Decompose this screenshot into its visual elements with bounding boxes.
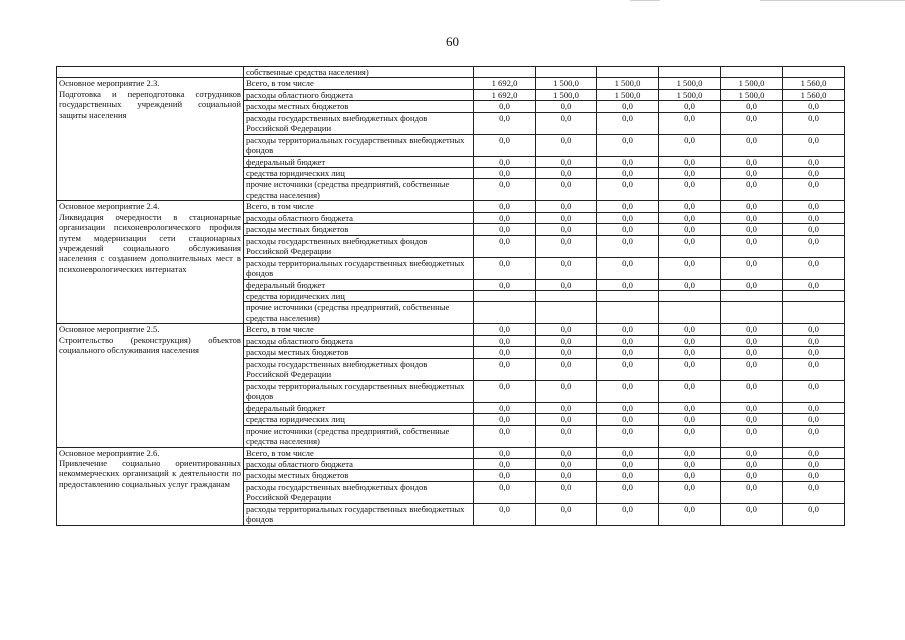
value-cell: 0,0 — [474, 503, 536, 525]
value-cell: 0,0 — [474, 235, 536, 257]
value-cell — [536, 67, 597, 78]
value-cell: 0,0 — [474, 224, 536, 235]
source-cell: расходы государственных внебюджетных фондов Российской Федерации — [244, 112, 474, 134]
source-cell: прочие источники (средства предприятий, собственные средства населения) — [244, 302, 474, 324]
value-cell: 0,0 — [721, 335, 783, 346]
value-cell: 0,0 — [597, 279, 659, 290]
value-cell: 0,0 — [597, 458, 659, 469]
value-cell: 0,0 — [783, 212, 845, 223]
value-cell: 0,0 — [536, 335, 597, 346]
value-cell: 0,0 — [783, 358, 845, 380]
value-cell — [783, 67, 845, 78]
value-cell: 0,0 — [474, 335, 536, 346]
value-cell: 0,0 — [536, 201, 597, 212]
value-cell: 0,0 — [474, 458, 536, 469]
value-cell: 0,0 — [474, 324, 536, 335]
source-cell: расходы местных бюджетов — [244, 470, 474, 481]
value-cell: 0,0 — [597, 134, 659, 156]
value-cell: 0,0 — [659, 235, 721, 257]
value-cell: 0,0 — [783, 156, 845, 167]
value-cell: 0,0 — [474, 112, 536, 134]
value-cell: 0,0 — [474, 134, 536, 156]
source-cell: прочие источники (средства предприятий, собственные средства населения) — [244, 179, 474, 201]
value-cell: 0,0 — [597, 101, 659, 112]
value-cell: 0,0 — [721, 201, 783, 212]
event-title: Основное мероприятие 2.6. — [59, 447, 160, 458]
value-cell: 0,0 — [474, 402, 536, 413]
value-cell: 0,0 — [474, 470, 536, 481]
table-row — [57, 201, 845, 212]
value-cell — [474, 302, 536, 324]
value-cell: 0,0 — [474, 358, 536, 380]
value-cell: 0,0 — [597, 179, 659, 201]
value-cell: 0,0 — [474, 279, 536, 290]
value-cell: 0,0 — [659, 212, 721, 223]
value-cell: 0,0 — [721, 101, 783, 112]
value-cell: 0,0 — [597, 156, 659, 167]
event-cell — [57, 201, 244, 324]
value-cell: 0,0 — [536, 179, 597, 201]
value-cell: 0,0 — [783, 470, 845, 481]
value-cell: 0,0 — [597, 380, 659, 402]
table-row — [57, 78, 845, 89]
value-cell: 0,0 — [536, 101, 597, 112]
value-cell: 0,0 — [536, 235, 597, 257]
value-cell: 0,0 — [783, 179, 845, 201]
value-cell: 0,0 — [597, 358, 659, 380]
value-cell — [474, 67, 536, 78]
source-cell: расходы местных бюджетов — [244, 224, 474, 235]
value-cell: 0,0 — [721, 235, 783, 257]
value-cell: 0,0 — [721, 470, 783, 481]
value-cell: 0,0 — [721, 402, 783, 413]
value-cell — [597, 291, 659, 302]
page-number: 60 — [446, 34, 459, 49]
value-cell: 0,0 — [659, 324, 721, 335]
value-cell: 0,0 — [597, 168, 659, 179]
source-cell: расходы областного бюджета — [244, 212, 474, 223]
source-cell: расходы государственных внебюджетных фондов Российской Федерации — [244, 481, 474, 503]
value-cell: 0,0 — [597, 257, 659, 279]
value-cell: 0,0 — [597, 470, 659, 481]
value-cell: 0,0 — [721, 380, 783, 402]
value-cell: 0,0 — [721, 447, 783, 458]
value-cell: 0,0 — [721, 481, 783, 503]
event-description: Ликвидация очередности в стационарные организации психоневрологического профиля путем модернизации сети стационарных учреждений социального обслуживания населения с созданием дополнительных мест в психоневрологических интернатах — [59, 211, 241, 274]
value-cell: 1 500,0 — [597, 78, 659, 89]
source-cell: расходы территориальных государственных внебюджетных фондов — [244, 134, 474, 156]
value-cell: 0,0 — [597, 481, 659, 503]
value-cell: 0,0 — [721, 257, 783, 279]
value-cell: 0,0 — [536, 112, 597, 134]
source-cell: федеральный бюджет — [244, 402, 474, 413]
value-cell: 0,0 — [783, 414, 845, 425]
event-title: Основное мероприятие 2.4. — [59, 201, 160, 212]
value-cell: 0,0 — [721, 179, 783, 201]
value-cell: 0,0 — [659, 447, 721, 458]
value-cell: 0,0 — [721, 168, 783, 179]
value-cell — [597, 302, 659, 324]
value-cell — [659, 302, 721, 324]
value-cell: 1 500,0 — [721, 89, 783, 100]
value-cell: 0,0 — [659, 101, 721, 112]
event-cell — [57, 78, 244, 201]
value-cell: 1 560,0 — [783, 89, 845, 100]
source-cell: прочие источники (средства предприятий, собственные средства населения) — [244, 425, 474, 447]
value-cell: 0,0 — [721, 347, 783, 358]
table-row — [57, 447, 845, 458]
value-cell: 0,0 — [474, 257, 536, 279]
value-cell: 0,0 — [536, 358, 597, 380]
source-cell: расходы территориальных государственных внебюджетных фондов — [244, 380, 474, 402]
source-cell: расходы территориальных государственных внебюджетных фондов — [244, 257, 474, 279]
value-cell: 0,0 — [783, 224, 845, 235]
value-cell — [783, 302, 845, 324]
value-cell: 0,0 — [783, 324, 845, 335]
source-cell: Всего, в том числе — [244, 324, 474, 335]
source-cell: расходы областного бюджета — [244, 335, 474, 346]
value-cell: 0,0 — [659, 201, 721, 212]
source-cell: Всего, в том числе — [244, 201, 474, 212]
value-cell: 0,0 — [474, 201, 536, 212]
value-cell: 0,0 — [536, 257, 597, 279]
source-cell: расходы местных бюджетов — [244, 101, 474, 112]
value-cell: 0,0 — [783, 447, 845, 458]
source-cell: федеральный бюджет — [244, 156, 474, 167]
value-cell: 0,0 — [536, 458, 597, 469]
value-cell: 0,0 — [721, 503, 783, 525]
value-cell: 0,0 — [536, 481, 597, 503]
value-cell: 0,0 — [474, 380, 536, 402]
source-cell: расходы территориальных государственных внебюджетных фондов — [244, 503, 474, 525]
source-cell: собственные средства населения) — [244, 67, 474, 78]
value-cell: 0,0 — [721, 212, 783, 223]
event-cell — [57, 324, 244, 447]
value-cell: 0,0 — [721, 324, 783, 335]
value-cell: 0,0 — [783, 279, 845, 290]
source-cell: расходы местных бюджетов — [244, 347, 474, 358]
value-cell: 0,0 — [474, 447, 536, 458]
value-cell: 0,0 — [536, 212, 597, 223]
value-cell: 0,0 — [597, 425, 659, 447]
value-cell: 0,0 — [536, 414, 597, 425]
value-cell: 0,0 — [536, 168, 597, 179]
value-cell: 0,0 — [721, 279, 783, 290]
value-cell: 1 692,0 — [474, 89, 536, 100]
event-cell — [57, 447, 244, 525]
value-cell: 0,0 — [474, 101, 536, 112]
value-cell — [783, 291, 845, 302]
value-cell: 0,0 — [659, 380, 721, 402]
value-cell: 0,0 — [536, 503, 597, 525]
value-cell: 0,0 — [783, 380, 845, 402]
source-cell: расходы государственных внебюджетных фондов Российской Федерации — [244, 358, 474, 380]
value-cell: 1 500,0 — [659, 89, 721, 100]
value-cell: 0,0 — [721, 134, 783, 156]
budget-table — [56, 66, 845, 526]
value-cell: 0,0 — [536, 134, 597, 156]
value-cell: 0,0 — [536, 279, 597, 290]
value-cell: 0,0 — [536, 402, 597, 413]
value-cell: 0,0 — [597, 212, 659, 223]
value-cell: 0,0 — [783, 481, 845, 503]
value-cell: 0,0 — [597, 402, 659, 413]
value-cell — [474, 291, 536, 302]
value-cell — [536, 302, 597, 324]
value-cell: 0,0 — [597, 347, 659, 358]
value-cell: 0,0 — [659, 503, 721, 525]
value-cell: 0,0 — [783, 425, 845, 447]
value-cell: 1 500,0 — [536, 78, 597, 89]
value-cell: 0,0 — [659, 279, 721, 290]
value-cell — [597, 67, 659, 78]
value-cell — [721, 302, 783, 324]
value-cell: 0,0 — [659, 402, 721, 413]
value-cell: 0,0 — [536, 224, 597, 235]
value-cell: 0,0 — [659, 156, 721, 167]
value-cell: 0,0 — [659, 224, 721, 235]
event-description: Привлечение социально ориентированных некоммерческих организаций к деятельности по предоставлению социальных услуг гражданам — [59, 457, 241, 489]
value-cell: 0,0 — [721, 358, 783, 380]
value-cell: 0,0 — [659, 414, 721, 425]
value-cell: 0,0 — [659, 134, 721, 156]
value-cell: 0,0 — [536, 156, 597, 167]
value-cell: 0,0 — [597, 224, 659, 235]
value-cell: 0,0 — [659, 179, 721, 201]
value-cell: 0,0 — [721, 425, 783, 447]
value-cell: 0,0 — [474, 179, 536, 201]
value-cell: 0,0 — [474, 156, 536, 167]
event-title: Основное мероприятие 2.3. — [59, 78, 160, 89]
value-cell: 0,0 — [783, 458, 845, 469]
value-cell: 0,0 — [721, 414, 783, 425]
value-cell: 0,0 — [659, 358, 721, 380]
value-cell: 0,0 — [783, 134, 845, 156]
value-cell: 0,0 — [474, 481, 536, 503]
value-cell: 0,0 — [783, 112, 845, 134]
value-cell: 0,0 — [597, 503, 659, 525]
value-cell: 1 560,0 — [783, 78, 845, 89]
value-cell: 0,0 — [659, 257, 721, 279]
value-cell: 0,0 — [597, 201, 659, 212]
value-cell: 0,0 — [783, 402, 845, 413]
value-cell: 0,0 — [474, 168, 536, 179]
value-cell: 0,0 — [536, 380, 597, 402]
value-cell — [721, 291, 783, 302]
source-cell: Всего, в том числе — [244, 78, 474, 89]
value-cell: 0,0 — [783, 503, 845, 525]
value-cell: 0,0 — [721, 112, 783, 134]
value-cell: 0,0 — [783, 168, 845, 179]
value-cell: 0,0 — [597, 414, 659, 425]
value-cell: 0,0 — [721, 458, 783, 469]
value-cell: 0,0 — [597, 447, 659, 458]
event-description: Подготовка и переподготовка сотрудников государственных учреждений социальной защиты населения — [59, 88, 241, 120]
value-cell — [659, 291, 721, 302]
table-row — [57, 324, 845, 335]
value-cell — [659, 67, 721, 78]
event-description: Строительство (реконструкция) объектов социального обслуживания населения — [59, 334, 241, 356]
value-cell: 0,0 — [597, 324, 659, 335]
value-cell: 0,0 — [721, 156, 783, 167]
value-cell: 0,0 — [597, 335, 659, 346]
source-cell: расходы областного бюджета — [244, 89, 474, 100]
value-cell: 0,0 — [659, 458, 721, 469]
value-cell: 0,0 — [783, 201, 845, 212]
source-cell: расходы областного бюджета — [244, 458, 474, 469]
value-cell: 0,0 — [783, 257, 845, 279]
value-cell: 0,0 — [536, 347, 597, 358]
value-cell: 0,0 — [659, 470, 721, 481]
value-cell: 0,0 — [659, 335, 721, 346]
value-cell: 0,0 — [597, 235, 659, 257]
value-cell: 1 500,0 — [659, 78, 721, 89]
source-cell: средства юридических лиц — [244, 291, 474, 302]
value-cell: 0,0 — [659, 112, 721, 134]
value-cell: 0,0 — [474, 212, 536, 223]
value-cell: 1 500,0 — [597, 89, 659, 100]
value-cell: 1 500,0 — [721, 78, 783, 89]
value-cell: 0,0 — [474, 414, 536, 425]
event-cell — [57, 67, 244, 78]
value-cell: 0,0 — [659, 168, 721, 179]
source-cell: Всего, в том числе — [244, 447, 474, 458]
value-cell: 0,0 — [536, 470, 597, 481]
source-cell: средства юридических лиц — [244, 414, 474, 425]
value-cell: 0,0 — [659, 425, 721, 447]
value-cell — [536, 291, 597, 302]
value-cell: 0,0 — [659, 481, 721, 503]
table-row — [57, 67, 845, 78]
value-cell: 0,0 — [659, 347, 721, 358]
value-cell: 0,0 — [536, 425, 597, 447]
source-cell: средства юридических лиц — [244, 168, 474, 179]
event-title: Основное мероприятие 2.5. — [59, 324, 160, 335]
value-cell: 0,0 — [597, 112, 659, 134]
value-cell: 0,0 — [783, 235, 845, 257]
value-cell: 0,0 — [783, 347, 845, 358]
value-cell: 1 692,0 — [474, 78, 536, 89]
value-cell: 0,0 — [536, 324, 597, 335]
value-cell: 0,0 — [783, 101, 845, 112]
value-cell: 0,0 — [536, 447, 597, 458]
value-cell: 0,0 — [721, 224, 783, 235]
value-cell: 0,0 — [474, 347, 536, 358]
value-cell: 1 500,0 — [536, 89, 597, 100]
source-cell: федеральный бюджет — [244, 279, 474, 290]
source-cell: расходы государственных внебюджетных фондов Российской Федерации — [244, 235, 474, 257]
value-cell — [721, 67, 783, 78]
value-cell: 0,0 — [783, 335, 845, 346]
value-cell: 0,0 — [474, 425, 536, 447]
